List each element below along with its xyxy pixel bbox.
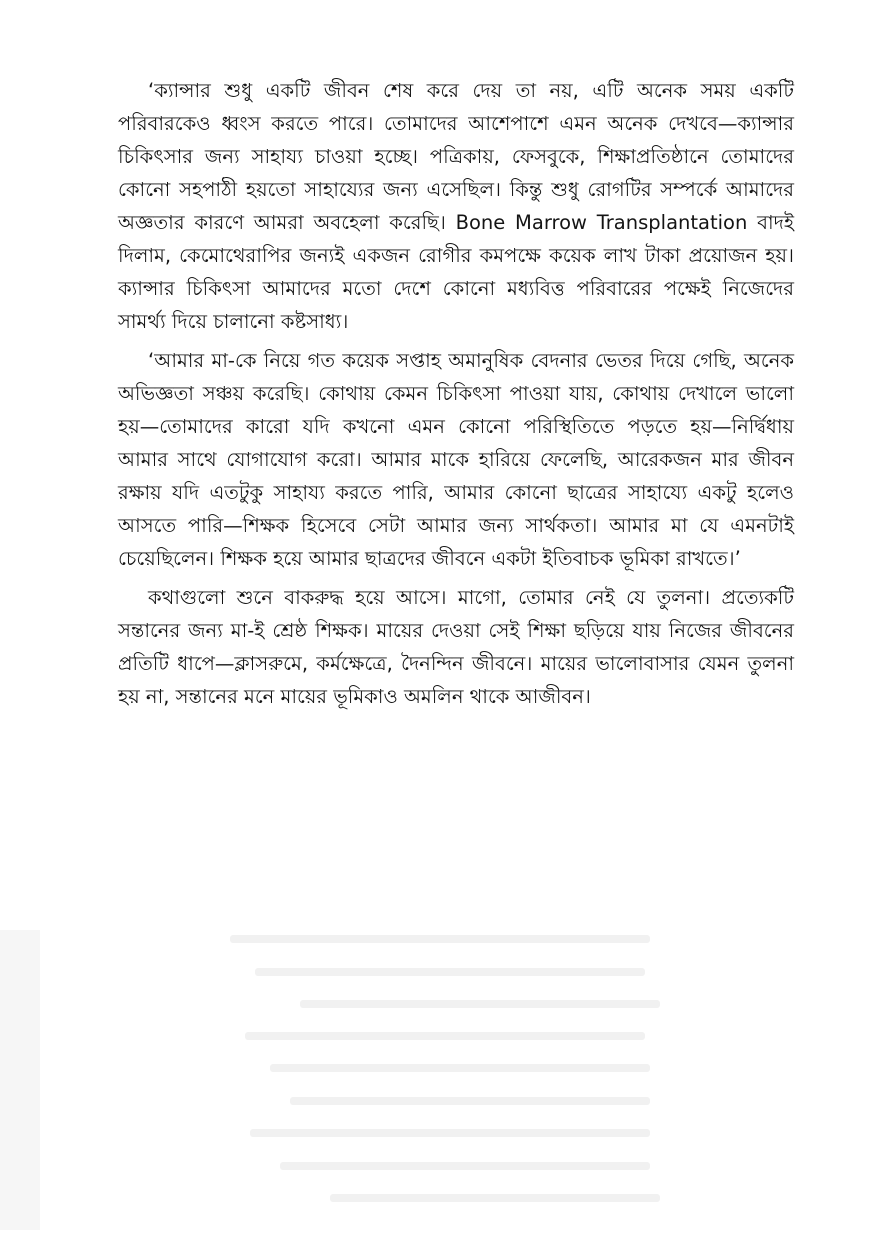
paragraph-3: কথাগুলো শুনে বাকরুদ্ধ হয়ে আসে। মাগো, তোমার নেই যে তুলনা। প্রত্যেকটি সন্তানের জন্য মা-ই শ্রেষ্ঠ শিক্ষক। মায়ের দেওয়া সেই শিক্ষা ছড়িয়ে যায় নিজের জীবনের প্রতিটি ধাপে—ক্লাসরুমে, কর্মক্ষেত্রে, দৈনন্দিন জীবনে। মায়ের ভালোবাসার যেমন তুলনা হয় না, সন্তানের মনে মায়ের ভূমিকাও অমলিন থাকে আজীবন। <box>118 586 794 708</box>
body-text <box>118 74 794 719</box>
paragraph-2: ‘আমার মা-কে নিয়ে গত কয়েক সপ্তাহ অমানুষিক বেদনার ভেতর দিয়ে গেছি, অনেক অভিজ্ঞতা সঞ্চয় করেছি। কোথায় কেমন চিকিৎসা পাওয়া যায়, কোথায় দেখালে ভালো হয়—তোমাদের কারো যদি কখনো এমন কোনো পরিস্থিতিতে পড়তে হয়—নির্দ্বিধায় আমার সাথে যোগাযোগ করো। আমার মাকে হারিয়ে ফেলেছি, আরেকজন মার জীবন রক্ষায় যদি এতটুকু সাহায্য করতে পারি, আমার কোনো ছাত্রের সাহায্যে একটু হলেও আসতে পারি—শিক্ষক হিসেবে সেটা আমার জন্য সার্থকতা। আমার মা যে এমনটাই চেয়েছিলেন। শিক্ষক হয়ে আমার ছাত্রদের জীবনে একটা ইতিবাচক ভূমিকা রাখতে।’ <box>118 349 794 570</box>
paragraph-1: ‘ক্যান্সার শুধু একটি জীবন শেষ করে দেয় তা নয়, এটি অনেক সময় একটি পরিবারকেও ধ্বংস করতে পারে। তোমাদের আশেপাশে এমন অনেক দেখবে—ক্যান্সার চিকিৎসার জন্য সাহায্য চাওয়া হচ্ছে। পত্রিকায়, ফেসবুকে, শিক্ষাপ্রতিষ্ঠানে তোমাদের কোনো সহপাঠী হয়তো সাহায্যের জন্য এসেছিল। কিন্তু শুধু রোগটির সম্পর্কে আমাদের অজ্ঞতার কারণে আমরা অবহেলা করেছি। Bone Marrow Transplantation বাদই দিলাম, কেমোথেরাপির জন্যই একজন রোগীর কমপক্ষে কয়েক লাখ টাকা প্রয়োজন হয়। ক্যান্সার চিকিৎসা আমাদের মতো দেশে কোনো মধ্যবিত্ত পরিবারের পক্ষেই নিজেদের সামর্থ্য দিয়ে চালানো কষ্টসাধ্য। <box>118 79 794 333</box>
